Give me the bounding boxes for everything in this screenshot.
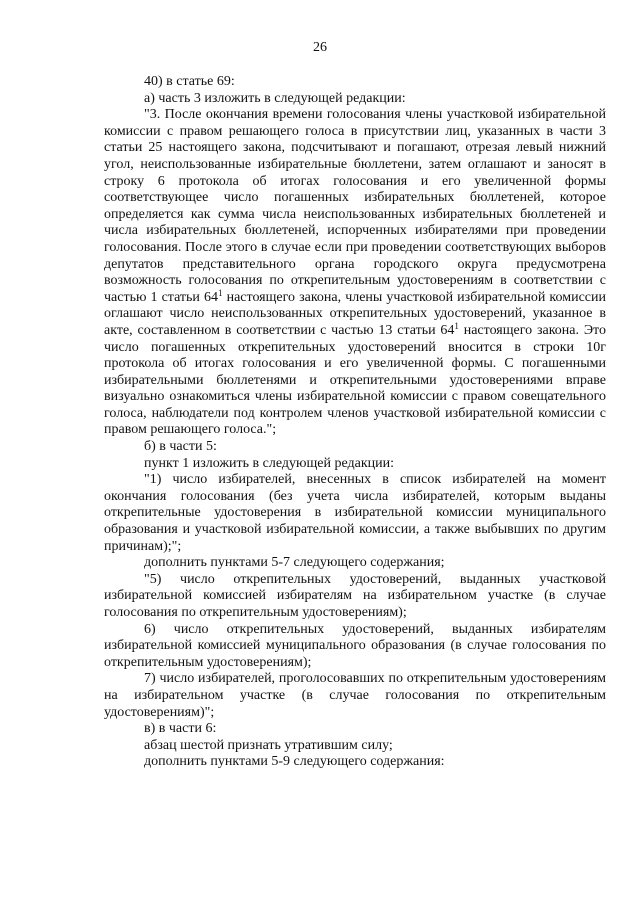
paragraph: 6) число открепительных удостоверений, выданных избирателям избирательной комиссией муниципального образования (в случае голосования по открепительным удостоверениям); <box>104 621 606 670</box>
superscript: 1 <box>454 320 459 331</box>
paragraph: а) часть 3 изложить в следующей редакции: <box>144 90 406 106</box>
paragraph: "5) число открепительных удостоверений, выданных участковой избирательной комиссией избирателям на избирательном участке (в случае голосования по открепительным удостоверениям); <box>104 571 606 620</box>
paragraph: дополнить пунктами 5-9 следующего содержания: <box>144 754 445 770</box>
paragraph: 7) число избирателей, проголосовавших по открепительным удостоверениям на избирательном участке (в случае голосования по открепительным удостоверениям)"; <box>104 671 606 720</box>
superscript: 1 <box>218 287 223 298</box>
paragraph-text: настоящего закона, члены участковой избирательной комиссии оглашают число неиспользованных открепительных удостоверений, указанное в акте, составленном в соответствии с частью 13 статьи 64 <box>104 289 607 338</box>
paragraph: 40) в статье 69: <box>144 74 235 89</box>
paragraph: абзац шестой признать утратившим силу; <box>144 737 393 753</box>
paragraph: "1) число избирателей, внесенных в список избирателей на момент окончания голосования (без учета числа избирателей, которым выданы открепительные удостоверения в избирательной комиссии муниципального образования и участковой избирательной комиссии, а также выбывших по другим причинам);"; <box>104 472 606 554</box>
paragraph: дополнить пунктами 5-7 следующего содержания; <box>144 555 445 571</box>
paragraph: б) в части 5: <box>144 439 217 455</box>
paragraph-text: настоящего закона. Это число погашенных открепительных удостоверений вносится в строки 10г протокола об итогах голосования и его увеличенной формы. С погашенными избирательными бюллетенями и открепительными удостоверениями вправе визуально ознакомиться члены избирательной комиссии с правом совещательного голоса, наблюдатели под контролем членов участковой избирательной комиссии с правом решающего голоса."; <box>104 322 606 438</box>
paragraph-text: "3. После окончания времени голосования члены участковой избирательной комиссии с правом решающего голоса в присутствии лиц, указанных в части 3 статьи 25 настоящего закона, подсчитывают и погашают, отрезая левый нижний угол, неиспользованные избирательные бюллетени, затем оглашают и заносят в строку 6 протокола об итогах голосования и его увеличенной формы соответствующее число погашенных избирательных бюллетеней, которое определяется как сумма числа неиспользованных избирательных бюллетеней и числа избирательных бюллетеней, испорченных избирателями при проведении голосования. После этого в случае если при проведении соответствующих выборов депутатов представительного органа городского округа предусмотрена возможность голосования по открепительным удостоверениям в соответствии с частью 1 статьи 64 <box>104 107 606 305</box>
paragraph: в) в части 6: <box>144 721 217 737</box>
paragraph <box>104 107 606 439</box>
document-body <box>104 74 606 771</box>
paragraph: пункт 1 изложить в следующей редакции: <box>144 455 394 471</box>
page-number: 26 <box>313 40 327 55</box>
